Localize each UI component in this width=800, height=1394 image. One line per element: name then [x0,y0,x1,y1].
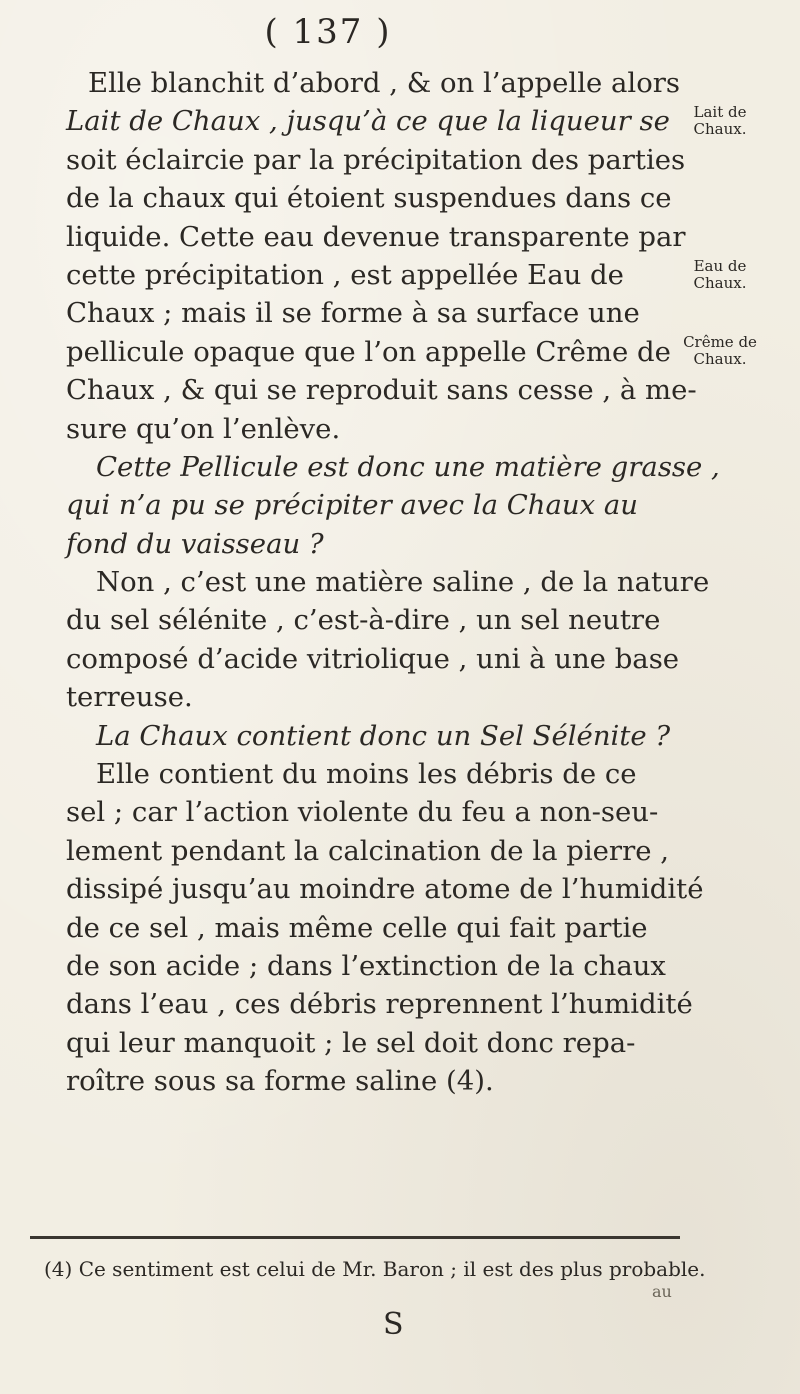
text-line: Elle blanchit d’abord , & on l’appelle alors [88,67,681,99]
text-line: de ce sel , mais même celle qui fait partie [66,911,648,944]
margin-note-creme: Crême de Chaux. [683,333,757,368]
text-line: cette précipitation , est appellée Eau de [66,258,624,291]
text-line: lement pendant la calcination de la pierre , [66,834,669,867]
text-line: de son acide ; dans l’extinction de la chaux [66,949,666,982]
text-line: Non , c’est une matière saline , de la nature [96,566,710,599]
main-text [66,64,720,1101]
question-line [66,448,720,486]
question-line [66,717,671,755]
question-line [66,525,536,563]
text-line: Chaux , & qui se reproduit sans cesse , à me- [66,374,697,407]
question-text: La Chaux contient donc un Sel Sélénite ? [96,719,671,752]
text-line: roître sous sa forme saline (4). [66,1065,494,1098]
text-line: terreuse. [66,681,193,714]
footnote: (4) Ce sentiment est celui de Mr. Baron ; il est des plus probable. [44,1257,706,1281]
text-line: sure qu’on l’enlève. [66,412,341,445]
text-line: soit éclaircie par la précipitation des parties [66,143,686,176]
text-line: composé d’acide vitriolique , uni à une base [66,642,680,675]
signature-mark: S [383,1307,404,1342]
margin-note-lait: Lait de Chaux. [693,103,747,138]
margin-note-eau: Eau de Chaux. [693,257,747,292]
text-line: pellicule opaque que l’on appelle Crême de [66,335,671,368]
text-line: dans l’eau , ces débris reprennent l’humidité [66,988,693,1021]
catchword: au [652,1282,672,1301]
text-line: qui leur manquoit ; le sel doit donc repa- [66,1026,636,1059]
text-line: liquide. Cette eau devenue transparente par [66,220,686,253]
question-line [66,486,638,524]
text-line: sel ; car l’action violente du feu a non-seu- [66,796,659,829]
question-text: Cette Pellicule est donc une matière grasse , [96,450,720,483]
text-line: du sel sélénite , c’est-à-dire , un sel neutre [66,604,661,637]
text-line: dissipé jusqu’au moindre atome de l’humidité [66,873,704,906]
page-number: ( 137 ) [264,12,392,52]
footnote-divider [30,1236,680,1239]
text-line: Chaux ; mais il se forme à sa surface une [66,297,640,330]
text-line: Elle contient du moins les débris de ce [96,758,637,791]
text-line [66,102,670,140]
question-text: qui n’a pu se précipiter avec la Chaux au [66,489,638,522]
term-lait-de-chaux: Lait de Chaux , jusqu’à ce que la liqueur se [66,105,670,138]
text-line: de la chaux qui étoient suspendues dans ce [66,182,672,215]
question-text: fond du vaisseau ? [66,527,324,560]
